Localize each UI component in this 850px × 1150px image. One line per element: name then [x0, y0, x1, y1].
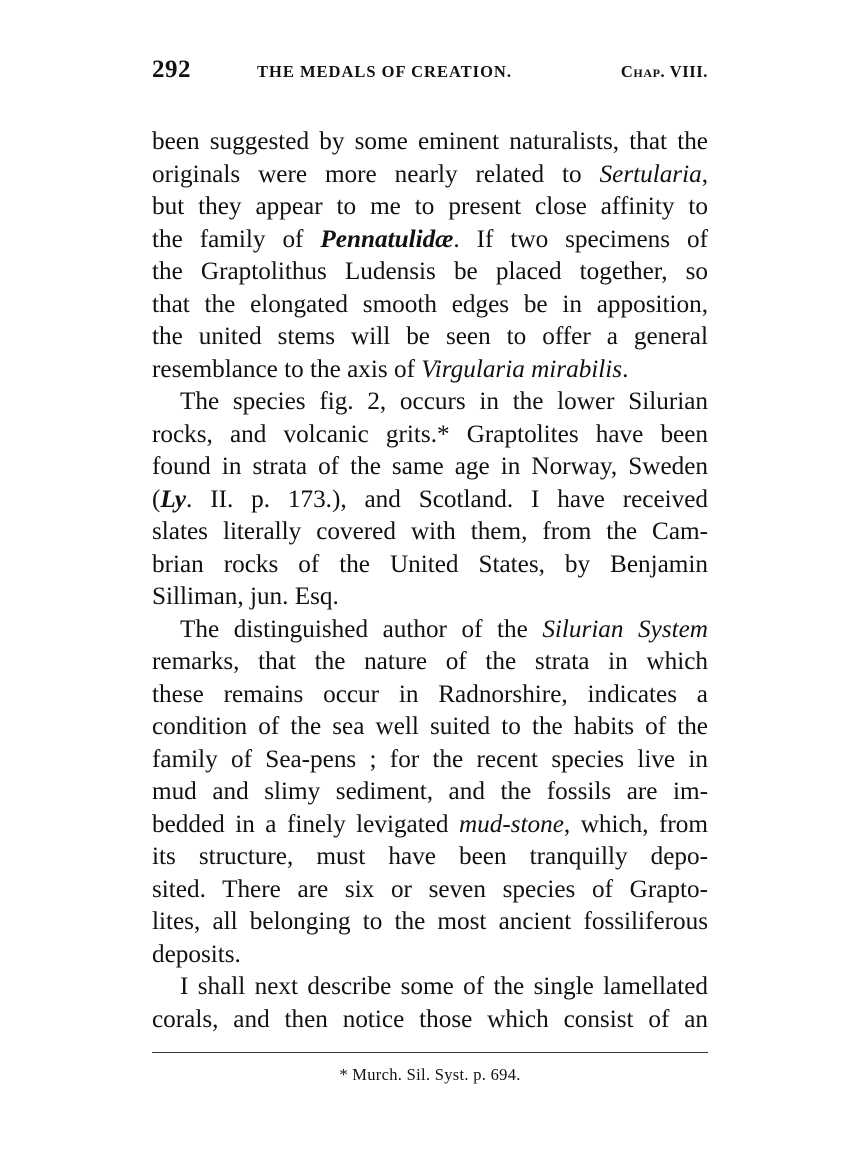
text-segment: mud and slimy sediment, and the fossils are im-	[152, 778, 708, 805]
text-segment: originals were more nearly related to	[152, 160, 600, 188]
text-line	[152, 159, 708, 192]
text-line	[152, 874, 708, 907]
text-line	[152, 549, 708, 582]
text-line	[152, 939, 708, 972]
text-line	[152, 679, 708, 712]
text-segment: bedded in a finely levigated	[152, 810, 459, 838]
text-segment: sited. There are six or seven species of Grapto-	[152, 875, 708, 903]
italic-text: Silurian System	[542, 615, 708, 643]
text-line	[152, 1004, 708, 1037]
text-segment: ,	[701, 160, 708, 188]
text-line	[152, 126, 708, 159]
text-line	[152, 419, 708, 452]
text-line	[152, 224, 708, 257]
text-line	[152, 711, 708, 744]
text-line	[152, 191, 708, 224]
chapter-label: Chap. VIII.	[620, 62, 708, 81]
text-segment: these remains occur in Radnorshire, indicates a	[152, 680, 708, 708]
text-line	[152, 386, 708, 419]
text-line	[152, 321, 708, 354]
text-segment: I shall next describe some of the single lamellated	[180, 973, 708, 1000]
text-line	[152, 484, 708, 517]
italic-text: Ly	[160, 485, 187, 513]
running-head	[152, 56, 708, 90]
text-segment: deposits.	[152, 940, 241, 968]
page-number: 292	[152, 56, 191, 83]
italic-text: Virgularia mirabilis	[421, 355, 623, 383]
body-text	[152, 126, 708, 1036]
text-line	[152, 516, 708, 549]
text-segment: found in strata of the same age in Norway, Sweden	[152, 453, 708, 480]
text-line	[152, 581, 708, 614]
text-line	[152, 354, 708, 387]
text-line	[152, 971, 708, 1004]
text-line	[152, 646, 708, 679]
italic-text: mud-stone	[458, 810, 564, 838]
text-segment: slates literally covered with them, from the Cam-	[152, 518, 708, 545]
text-segment: brian rocks of the United States, by Benjamin	[152, 550, 708, 578]
italic-text: Sertularia	[599, 160, 702, 188]
text-segment: . II. p. 173.), and Scotland. I have received	[186, 485, 708, 513]
text-line	[152, 841, 708, 874]
text-segment: corals, and then notice those which consist of an	[152, 1005, 708, 1033]
text-segment: remarks, that the nature of the strata in which	[152, 648, 708, 675]
text-line	[152, 744, 708, 777]
text-segment: resemblance to the axis of	[152, 355, 422, 383]
text-segment: The distinguished author of the	[180, 615, 543, 643]
text-segment: . If two specimens of	[453, 225, 708, 253]
text-line	[152, 776, 708, 809]
text-segment: been suggested by some eminent naturalists, that the	[152, 128, 708, 155]
text-segment: (	[152, 485, 161, 513]
text-line	[152, 451, 708, 484]
text-segment: , which, from	[563, 810, 708, 838]
text-segment: The species fig. 2, occurs in the lower Silurian	[180, 388, 708, 415]
text-segment: .	[622, 355, 629, 383]
text-segment: that the elongated smooth edges be in apposition,	[152, 290, 708, 318]
text-line	[152, 906, 708, 939]
footnote-rule	[152, 1052, 708, 1053]
text-line	[152, 256, 708, 289]
text-line	[152, 289, 708, 322]
text-segment: the Graptolithus Ludensis be placed together, so	[152, 258, 708, 285]
text-segment: lites, all belonging to the most ancient fossiliferous	[152, 908, 708, 935]
text-segment: but they appear to me to present close affinity to	[152, 193, 708, 220]
text-segment: family of Sea-pens ; for the recent species live in	[152, 745, 708, 773]
book-page	[152, 56, 708, 1085]
text-segment: rocks, and volcanic grits.* Graptolites have been	[152, 420, 708, 448]
running-title: THE MEDALS OF CREATION.	[257, 62, 512, 81]
text-segment: the united stems will be seen to offer a general	[152, 323, 708, 350]
text-segment: condition of the sea well suited to the habits of the	[152, 713, 708, 740]
text-line	[152, 809, 708, 842]
text-segment: the family of	[152, 225, 321, 253]
footnote: * Murch. Sil. Syst. p. 694.	[339, 1065, 521, 1084]
italic-text: Pennatulidæ	[320, 225, 454, 253]
text-segment: its structure, must have been tranquilly depo-	[152, 843, 708, 870]
text-line	[152, 614, 708, 647]
text-segment: Silliman, jun. Esq.	[152, 583, 339, 610]
